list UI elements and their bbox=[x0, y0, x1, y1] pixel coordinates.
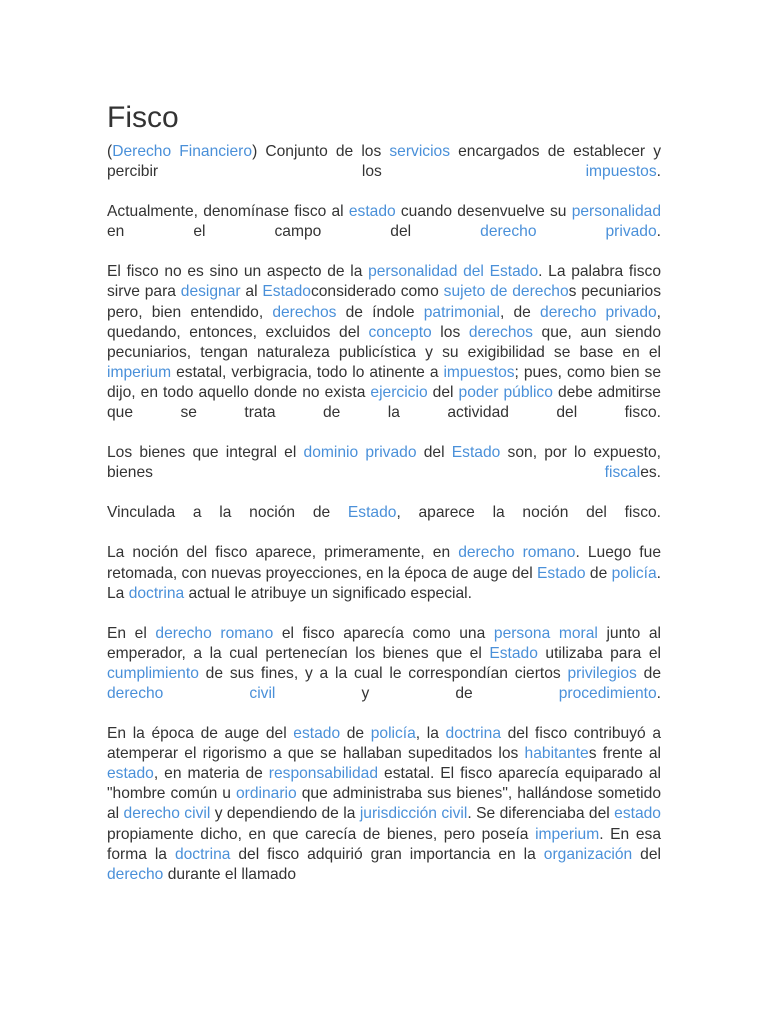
body-text: de sus fines, y a la cual le correspondían ciertos bbox=[198, 664, 568, 682]
body-text: En el bbox=[107, 624, 156, 642]
term-link[interactable]: Estado bbox=[262, 283, 311, 301]
document-body bbox=[107, 142, 661, 885]
body-text: utilizaba para el bbox=[537, 644, 661, 662]
body-text: Vinculada a la noción de bbox=[107, 504, 348, 522]
term-link[interactable]: derechos bbox=[272, 303, 337, 321]
term-link[interactable]: doctrina bbox=[128, 584, 185, 602]
body-text: cuando desenvuelve su bbox=[395, 203, 572, 221]
term-link[interactable]: estado bbox=[348, 203, 396, 221]
body-text: . Se diferenciaba del bbox=[467, 805, 615, 823]
body-text: del bbox=[632, 845, 661, 863]
body-text: junto al emperador, a la cual pertenecían los bienes que el bbox=[107, 624, 661, 662]
term-link[interactable]: estado bbox=[107, 765, 154, 783]
body-text: es. bbox=[640, 464, 661, 482]
body-text: al bbox=[240, 283, 263, 301]
body-text: , de bbox=[500, 303, 541, 321]
term-link[interactable]: impuestos bbox=[585, 163, 657, 181]
document bbox=[107, 98, 661, 905]
term-link[interactable]: concepto bbox=[368, 323, 432, 341]
body-text: de bbox=[585, 564, 612, 582]
term-link[interactable]: ordinario bbox=[236, 785, 297, 803]
term-link[interactable]: derecho romano bbox=[155, 624, 274, 642]
term-link[interactable]: privilegios bbox=[567, 664, 637, 682]
term-link[interactable]: doctrina bbox=[445, 725, 501, 743]
term-link[interactable]: dominio privado bbox=[303, 444, 417, 462]
body-text: en el campo del bbox=[107, 223, 481, 241]
body-text: , la bbox=[415, 725, 446, 743]
body-text: de bbox=[636, 664, 661, 682]
term-link[interactable]: policía bbox=[370, 725, 416, 743]
term-link[interactable]: estado bbox=[293, 725, 341, 743]
body-text: . bbox=[656, 684, 662, 702]
body-text: de bbox=[340, 725, 371, 743]
term-link[interactable]: derecho civil bbox=[123, 805, 211, 823]
body-text: y dependiendo de la bbox=[210, 805, 360, 823]
term-link[interactable]: Estado bbox=[489, 644, 538, 662]
body-text: actual le atribuye un significado especial. bbox=[184, 584, 472, 602]
term-link[interactable]: derecho privado bbox=[480, 223, 657, 241]
term-link[interactable]: ejercicio bbox=[370, 383, 428, 401]
body-text: s pecuniarios pero, bien entendido, bbox=[107, 283, 661, 321]
body-text: s frente al bbox=[588, 745, 661, 763]
body-text: durante el llamado bbox=[163, 865, 296, 883]
term-link[interactable]: personalidad bbox=[571, 203, 661, 221]
paragraph-7 bbox=[107, 624, 661, 704]
term-link[interactable]: Estado bbox=[537, 564, 586, 582]
paragraph-4 bbox=[107, 443, 661, 483]
term-link[interactable]: derecho romano bbox=[458, 544, 576, 562]
paragraph-3 bbox=[107, 262, 661, 423]
term-link[interactable]: derecho bbox=[107, 865, 164, 883]
term-link[interactable]: servicios bbox=[389, 143, 451, 160]
term-link[interactable]: imperium bbox=[107, 363, 172, 381]
term-link[interactable]: responsabilidad bbox=[268, 765, 379, 783]
term-link[interactable]: derechos bbox=[468, 323, 533, 341]
paragraph-2 bbox=[107, 202, 661, 242]
paragraph-5 bbox=[107, 503, 661, 523]
body-text: . La palabra fisco sirve para bbox=[107, 263, 661, 301]
term-link[interactable]: personalidad del Estado bbox=[368, 263, 539, 281]
term-link[interactable]: policía bbox=[611, 564, 657, 582]
body-text: , en materia de bbox=[153, 765, 269, 783]
body-text: son, por lo expuesto, bienes bbox=[107, 444, 661, 482]
body-text: y de bbox=[275, 684, 559, 702]
term-link[interactable]: Estado bbox=[347, 504, 397, 522]
term-link[interactable]: organización bbox=[543, 845, 633, 863]
body-text: ( bbox=[107, 143, 113, 160]
term-link[interactable]: fiscal bbox=[604, 464, 641, 482]
term-link[interactable]: habitante bbox=[524, 745, 589, 763]
body-text: Actualmente, denomínase fisco al bbox=[107, 203, 349, 221]
term-link[interactable]: imperium bbox=[535, 825, 600, 843]
body-text: La noción del fisco aparece, primeramente, en bbox=[107, 544, 459, 562]
term-link[interactable]: persona moral bbox=[493, 624, 598, 642]
body-text: En la época de auge del bbox=[107, 725, 294, 743]
term-link[interactable]: sujeto de derecho bbox=[443, 283, 569, 301]
term-link[interactable]: doctrina bbox=[174, 845, 231, 863]
body-text: encargados de establecer y percibir los bbox=[107, 143, 661, 181]
term-link[interactable]: procedimiento bbox=[558, 684, 657, 702]
body-text: que, aun siendo pecuniarios, tengan naturaleza publicística y su exigibilidad se base en el bbox=[107, 323, 661, 361]
term-link[interactable]: Derecho Financiero bbox=[112, 143, 253, 160]
body-text: del fisco contribuyó a atemperar el rigorismo a que se hallaban supeditados los bbox=[107, 725, 661, 763]
body-text: los bbox=[431, 323, 469, 341]
body-text: ) Conjunto de los bbox=[252, 143, 390, 160]
body-text: . bbox=[656, 163, 661, 181]
body-text: que administraba sus bienes", hallándose sometido al bbox=[107, 785, 661, 823]
body-text: , aparece la noción del fisco. bbox=[396, 504, 661, 522]
body-text: considerado como bbox=[310, 283, 444, 301]
body-text: Los bienes que integral el bbox=[107, 444, 304, 462]
term-link[interactable]: estado bbox=[614, 805, 661, 823]
page-title: Fisco bbox=[107, 101, 179, 134]
body-text: estatal, verbigracia, todo lo atinente a bbox=[171, 363, 444, 381]
body-text: , quedando, entonces, excluidos del bbox=[107, 303, 662, 341]
body-text: El fisco no es sino un aspecto de la bbox=[107, 263, 369, 281]
body-text: . La bbox=[107, 564, 661, 602]
paragraph-1 bbox=[107, 142, 661, 182]
body-text: . bbox=[656, 223, 661, 241]
paragraph-8 bbox=[107, 724, 661, 885]
body-text: estatal. El fisco aparecía equiparado al "hombre común u bbox=[107, 765, 661, 803]
term-link[interactable]: derecho privado bbox=[540, 303, 657, 321]
body-text: del fisco adquirió gran importancia en la bbox=[230, 845, 544, 863]
term-link[interactable]: jurisdicción civil bbox=[359, 805, 468, 823]
term-link[interactable]: cumplimiento bbox=[107, 664, 199, 682]
term-link[interactable]: poder público bbox=[458, 383, 553, 401]
body-text: el fisco aparecía como una bbox=[273, 624, 494, 642]
term-link[interactable]: Estado bbox=[451, 444, 501, 462]
term-link[interactable]: designar bbox=[180, 283, 241, 301]
term-link[interactable]: derecho civil bbox=[107, 684, 276, 702]
body-text: . Luego fue retomada, con nuevas proyecciones, en la época de auge del bbox=[107, 544, 661, 582]
body-text: . En esa forma la bbox=[107, 825, 661, 863]
body-text: ; pues, como bien se dijo, en todo aquello donde no exista bbox=[107, 363, 661, 401]
paragraph-6 bbox=[107, 543, 661, 603]
body-text: de índole bbox=[336, 303, 424, 321]
body-text: del bbox=[427, 383, 459, 401]
term-link[interactable]: patrimonial bbox=[423, 303, 501, 321]
body-text: propiamente dicho, en que carecía de bienes, pero poseía bbox=[107, 825, 536, 843]
body-text: del bbox=[416, 444, 452, 462]
body-text: debe admitirse que se trata de la actividad del fisco. bbox=[107, 383, 661, 422]
term-link[interactable]: impuestos bbox=[443, 363, 515, 381]
